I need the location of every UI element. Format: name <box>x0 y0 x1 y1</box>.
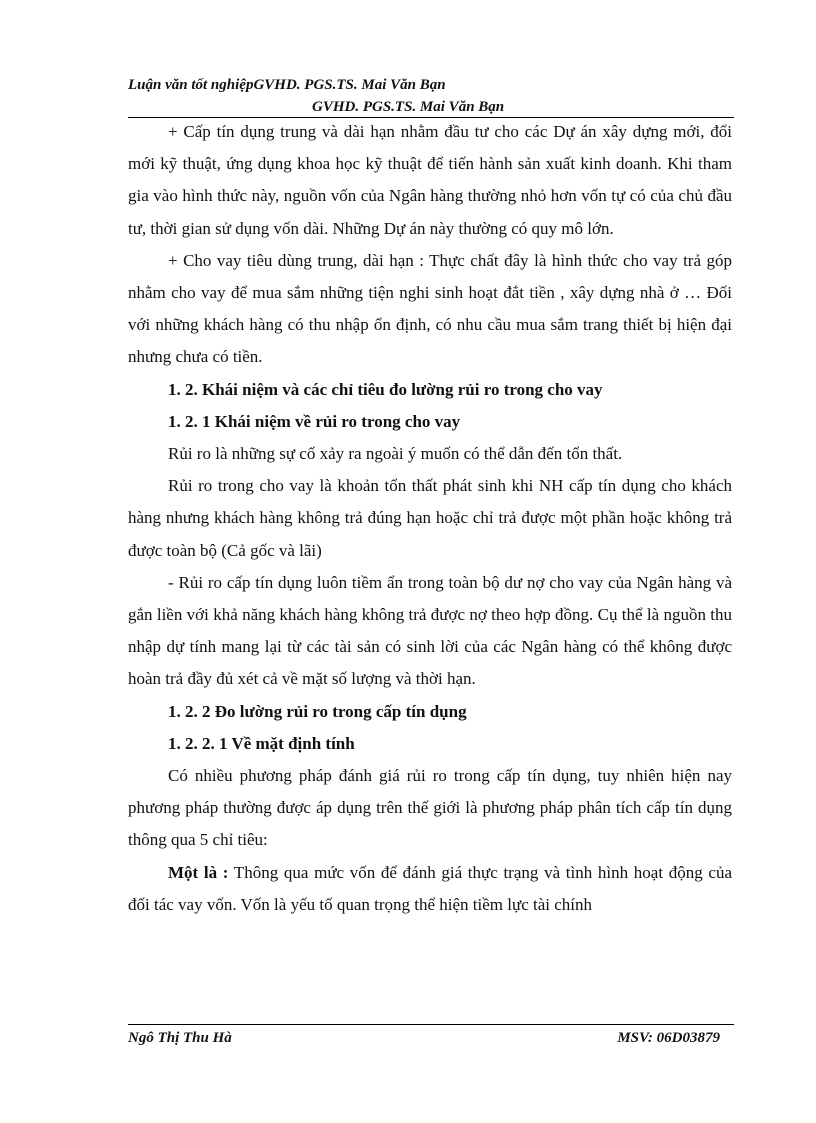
page-footer <box>128 1028 720 1048</box>
paragraph: + Cho vay tiêu dùng trung, dài hạn : Thực chất đây là hình thức cho vay trả góp nhằm cho vay để mua sắm những tiện nghi sinh hoạt đắt tiền , xây dựng nhà ở … Đối với những khách hàng có thu nhập ổn định, có nhu cầu mua sắm trang thiết bị hiện đại nhưng chưa có tiền. <box>128 250 732 367</box>
subsection-heading: 1. 2. 1 Khái niệm về rủi ro trong cho vay <box>168 411 461 431</box>
paragraph: Rủi ro là những sự cố xảy ra ngoài ý muốn có thể dẫn đến tổn thất. <box>168 444 623 464</box>
footer-author: Ngô Thị Thu Hà <box>128 1030 232 1046</box>
paragraph-text: Thông qua mức vốn để đánh giá thực trạng và tình hình hoạt động của đối tác vay vốn. Vốn là yếu tố quan trọng thể hiện tiềm lực tài chính <box>128 862 733 914</box>
header-title: Luận văn tốt nghiệpGVHD. PGS.TS. Mai Văn Bạn <box>128 77 446 93</box>
subsubsection-heading: 1. 2. 2. 1 Về mặt định tính <box>168 733 355 753</box>
footer-divider <box>128 1024 734 1025</box>
header-supervisor: GVHD. PGS.TS. Mai Văn Bạn <box>312 99 505 115</box>
page-header <box>128 74 736 118</box>
paragraph: - Rủi ro cấp tín dụng luôn tiềm ẩn trong toàn bộ dư nợ cho vay của Ngân hàng và gắn liền với khả năng khách hàng không trả được nợ theo hợp đồng. Cụ thể là nguồn thu nhập dự tính mang lại từ các tài sản có sinh lời của các Ngân hàng có thể không được hoàn trả đầy đủ xét cả về mặt số lượng và thời hạn. <box>128 572 732 689</box>
footer-student-id: MSV: 06D03879 <box>617 1030 720 1046</box>
document-body <box>128 116 732 921</box>
paragraph: + Cấp tín dụng trung và dài hạn nhằm đầu tư cho các Dự án xây dựng mới, đổi mới kỹ thuật, ứng dụng khoa học kỹ thuật để tiến hành sản xuất kinh doanh. Khi tham gia vào hình thức này, nguồn vốn của Ngân hàng thường nhỏ hơn vốn tự có của chủ đầu tư, thời gian sử dụng vốn dài. Những Dự án này thường có quy mô lớn. <box>128 122 732 238</box>
paragraph <box>128 857 732 921</box>
section-heading: 1. 2. Khái niệm và các chỉ tiêu đo lường rủi ro trong cho vay <box>168 379 603 399</box>
paragraph: Rủi ro trong cho vay là khoản tổn thất phát sinh khi NH cấp tín dụng cho khách hàng nhưng khách hàng không trả đúng hạn hoặc chỉ trả được một phần hoặc không trả được toàn bộ (Cả gốc và lãi) <box>128 476 732 560</box>
paragraph: Có nhiều phương pháp đánh giá rủi ro trong cấp tín dụng, tuy nhiên hiện nay phương pháp thường được áp dụng trên thế giới là phương pháp phân tích cấp tín dụng thông qua 5 chỉ tiêu: <box>128 766 732 850</box>
subsection-heading: 1. 2. 2 Đo lường rủi ro trong cấp tín dụng <box>168 701 467 721</box>
paragraph-lead: Một là : <box>168 862 229 882</box>
